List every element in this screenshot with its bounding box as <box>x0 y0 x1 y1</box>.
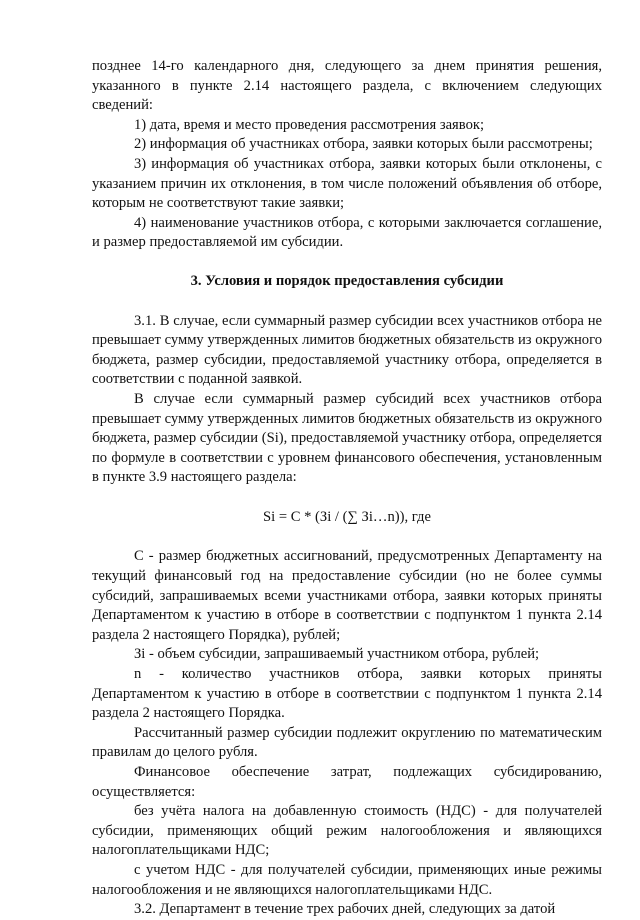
paragraph-publication-deadline: позднее 14-го календарного дня, следующего за днем принятия решения, указанного в пункте 2.14 настоящего раздела, с включением следующих сведений: <box>92 58 602 114</box>
section-heading: 3. Условия и порядок предоставления субсидии <box>190 272 504 289</box>
paragraph-subsidy-formula-intro: В случае если суммарный размер субсидий всех участников отбора превышает сумму утвержденных лимитов бюджетных обязательств из окружного бюджета, размер субсидии (Si), предоставляемой участнику отбора, определяется по формуле в соответствии с уровнем финансового обеспечения, установленным в пункте 3.9 настоящего раздела: <box>92 390 602 486</box>
list-item-agreement-participants: 4) наименование участников отбора, с которыми заключается соглашение, и размер предоставляемой им субсидии. <box>92 214 602 251</box>
formula: Si = C * (Зi / (∑ Зi…n)), где <box>263 508 431 525</box>
paragraph-n-definition: n - количество участников отбора, заявки которых приняты Департаментом к участию в отборе в соответствии с подпунктом 1 пункта 2.14 раздела 2 настоящего Порядка. <box>92 666 602 722</box>
paragraph-without-vat: без учёта налога на добавленную стоимость (НДС) - для получателей субсидии, применяющих общий режим налогообложения и являющихся налогоплательщиками НДС; <box>92 803 602 859</box>
paragraph-c-definition: C - размер бюджетных ассигнований, предусмотренных Департаменту на текущий финансовый год на предоставление субсидии (но не более суммы субсидий, запрашиваемых всеми участниками отбора, заявки которых приняты Департаментом к участию в отборе в соответствии с подпунктом 1 пункта 2.14 раздела 2 настоящего Порядка), рублей; <box>92 548 602 643</box>
paragraph-zi-definition: Зi - объем субсидии, запрашиваемый участником отбора, рублей; <box>134 646 540 663</box>
document-page <box>92 57 602 920</box>
paragraph-financing: Финансовое обеспечение затрат, подлежащих субсидированию, осуществляется: <box>92 764 602 800</box>
paragraph-rounding: Рассчитанный размер субсидии подлежит округлению по математическим правилам до целого рубля. <box>92 724 602 761</box>
list-item-review-date: 1) дата, время и место проведения рассмотрения заявок; <box>134 116 485 133</box>
paragraph-3-2: 3.2. Департамент в течение трех рабочих дней, следующих за датой <box>134 901 556 918</box>
list-item-rejected-participants: 3) информация об участниках отбора, заявки которых были отклонены, с указанием причин их отклонения, в том числе положений объявления об отборе, которым не соответствуют такие заявки; <box>92 155 602 212</box>
paragraph-3-1: 3.1. В случае, если суммарный размер субсидии всех участников отбора не превышает сумму утвержденных лимитов бюджетных обязательств из окружного бюджета, размер субсидии, предоставляемой участнику отбора, определяется в соответствии с поданной заявкой. <box>92 312 602 388</box>
list-item-reviewed-participants: 2) информация об участниках отбора, заявки которых были рассмотрены; <box>134 136 593 153</box>
paragraph-with-vat: с учетом НДС - для получателей субсидии, применяющих иные режимы налогообложения и не являющихся налогоплательщиками НДС. <box>92 861 602 898</box>
